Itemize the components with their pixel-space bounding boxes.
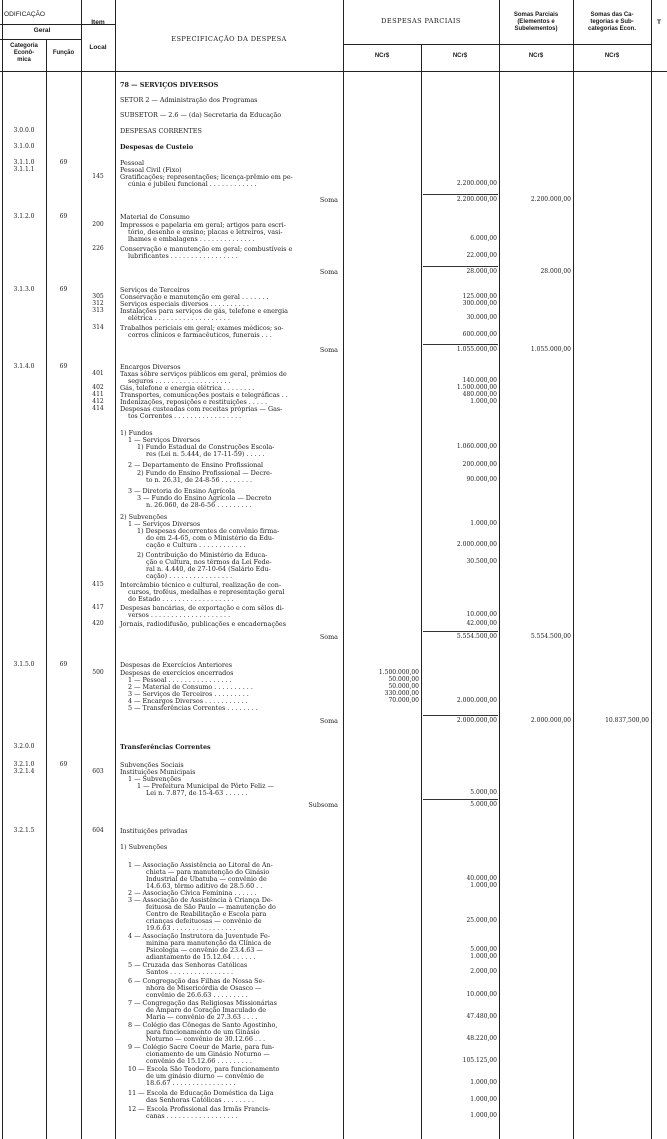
soma-rule (423, 715, 498, 716)
somas-categorias-2: tegorias e Sub- (590, 19, 634, 25)
row-description: 3 — Serviços de Terceiros . . . . . . . . . (128, 690, 249, 698)
somas-parciais-1: Somas Parciais (513, 12, 559, 18)
row-description: 1) Fundo Estadual de Construções Escola- (137, 443, 275, 451)
value-parcial-2: 10.000,00 (466, 991, 497, 998)
row-description: Lei n. 7.877, de 15-4-63 . . . . . . (146, 789, 248, 797)
row-item: 420 (92, 620, 104, 627)
row-funcao: 69 (59, 661, 68, 668)
value-soma-parcial: 5.554.500,00 (530, 633, 571, 640)
row-description: 1 — Pessoal . . . . . . . . . . . . . . . . (128, 676, 232, 684)
local-label: Local (89, 44, 107, 51)
row-description: seguros . . . . . . . . . . . . . . . . . . . (128, 377, 231, 385)
row-description: Soma (319, 268, 338, 276)
value-parcial-2: 5.000,00 (470, 801, 497, 808)
row-item: 412 (92, 398, 104, 405)
codificacao-label: ODIFICAÇÃO (4, 11, 46, 18)
row-description: Conservação e manutenção em geral; combustíveis e (120, 245, 293, 253)
row-description: 11 — Escola de Educação Doméstica da Liga (128, 1089, 274, 1097)
row-description: Soma (319, 346, 338, 354)
col-rule-left (2, 0, 3, 1139)
value-parcial-2: 600.000,00 (462, 331, 497, 338)
row-description: 5 — Cruzada das Senhoras Católicas (128, 961, 248, 969)
row-description: lubrificantes . . . . . . . . . . . . . . . . . (128, 252, 238, 260)
row-description: chieta — para manutenção do Ginásio (146, 868, 270, 876)
value-parcial-2: 40.000,00 (466, 875, 497, 882)
row-description: Encargos Diversos (120, 363, 181, 371)
row-description: 3 — Diretoria do Ensino Agrícola (128, 487, 236, 495)
value-parcial-2: 2.200.000,00 (456, 196, 497, 203)
row-description: 4 — Associação Instrutora da Juventude Fe- (128, 932, 270, 940)
row-item: 415 (92, 581, 104, 588)
row-description: 2 — Associação Cívica Feminina . . . . . . (128, 889, 257, 897)
row-description: Despesas de Exercícios Anteriores (120, 661, 233, 669)
row-description: Instituições privadas (120, 827, 188, 835)
value-soma-parcial: 2.200.000,00 (530, 196, 571, 203)
row-description: 2) Subvenções (120, 513, 168, 521)
unit-parc2: NCr$ (452, 53, 468, 59)
value-parcial-2: 2.000.000,00 (456, 717, 497, 724)
row-funcao: 69 (59, 363, 68, 370)
value-parcial-2: 1.000,00 (470, 1112, 497, 1119)
value-parcial-2: 1.000,00 (470, 398, 497, 405)
value-parcial-2: 1.000,00 (470, 1079, 497, 1086)
row-item: 145 (92, 173, 104, 180)
row-funcao: 69 (59, 286, 68, 293)
row-description: Trabalhos periciais em geral; exames médicos; so- (120, 324, 284, 332)
value-parcial-2: 28.000,00 (466, 268, 497, 275)
item-label: Item (91, 19, 105, 26)
row-description: 1) Fundos (120, 429, 153, 437)
row-code: 3.1.2.0 (13, 213, 35, 220)
value-soma-parcial: 1.055.000,00 (530, 346, 571, 353)
row-item: 402 (92, 384, 104, 391)
especificacao-label: ESPECIFICAÇÃO DA DESPESA (171, 35, 287, 43)
geral-label: Geral (33, 27, 51, 34)
row-code: 3.0.0.0 (13, 127, 35, 134)
row-description: 10 — Escola São Teodoro, para funcionamento (128, 1065, 280, 1073)
row-description: Serviços especiais diversos . . . . . . . . . . (120, 300, 249, 308)
row-description: n. 26.060, de 28-6-56 . . . . . . . . . (146, 501, 252, 509)
value-parcial-2: 125.000,00 (462, 293, 497, 300)
soma-rule (423, 344, 498, 345)
row-description: Soma (319, 196, 338, 204)
row-description: SETOR 2 — Administração dos Programas (120, 96, 258, 104)
row-description: Material de Consumo (120, 213, 190, 221)
value-parcial-1: 70.000,00 (388, 697, 419, 704)
value-parcial-2: 1.060.000,00 (456, 443, 497, 450)
soma-rule (423, 266, 498, 267)
row-description: Pessoal Civil (Fixo) (120, 166, 182, 174)
row-code: 3.2.0.0 (13, 743, 35, 750)
row-description: 1 — Serviços Diversos (128, 520, 201, 528)
row-description: Indenizações, reposições e restituições . . . . . (120, 398, 268, 406)
row-description: 1) Subvenções (120, 843, 168, 851)
row-description: to n. 26.31, de 24-8-56 . . . . . . . . (146, 476, 253, 484)
row-description: 12 — Escola Profissional das Irmãs Francis- (128, 1105, 271, 1113)
row-description: cação) . . . . . . . . . . . . . . . . (146, 572, 233, 580)
value-parcial-2: 1.500.000,00 (456, 384, 497, 391)
value-parcial-2: 5.554.500,00 (456, 633, 497, 640)
value-parcial-2: 5.000,00 (470, 789, 497, 796)
col-rule-categ (573, 0, 574, 1139)
somas-parciais-2: (Elementos e (517, 19, 555, 25)
rule-header-bottom (0, 71, 667, 72)
row-description: 1 — Serviços Diversos (128, 436, 201, 444)
value-parcial-2: 2.000,00 (470, 968, 497, 975)
value-parcial-1: 330.000,00 (384, 690, 419, 697)
value-soma-parcial: 28.000,00 (540, 268, 571, 275)
row-description: Despesas de Custeio (120, 143, 194, 151)
value-parcial-2: 42.000,00 (466, 620, 497, 627)
row-description: ção e Cultura, nos têrmos da Lei Fede- (146, 558, 272, 566)
value-parcial-2: 10.000,00 (466, 611, 497, 618)
row-item: 604 (92, 827, 104, 834)
row-item: 417 (92, 604, 104, 611)
row-description: de um ginásio diurno — convênio de (146, 1072, 264, 1080)
row-description: Subvenções Sociais (120, 761, 184, 769)
col-rule-total (651, 0, 652, 1139)
value-parcial-2: 1.000,00 (470, 882, 497, 889)
row-description: cionamento de um Ginásio Noturno — (146, 1050, 270, 1058)
row-description: canas . . . . . . . . . . . . . . . . . . (146, 1112, 238, 1120)
row-description: Despesas bancárias, de exportação e com sêlos di- (120, 604, 284, 612)
row-code: 3.2.1.4 (13, 768, 35, 775)
row-description: 2) Fundo do Ensino Profissional — Decre- (137, 469, 273, 477)
row-description: tório, desenho e ensino; placas e letreiros, vasi- (128, 228, 283, 236)
row-description: Psicologia — convênio de 23.4.63 — (146, 946, 263, 954)
soma-rule (423, 194, 498, 195)
row-description: 19.6.63 . . . . . . . . . . . . . . . . (146, 924, 236, 932)
row-description: Gratificações; representações; licença-prêmio em pe- (120, 173, 293, 181)
row-description: Intercâmbio técnico e cultural, realização de con- (120, 581, 282, 589)
row-code: 3.2.1.0 (13, 761, 35, 768)
row-description: Conservação e manutenção em geral . . . . . . . (120, 293, 269, 301)
row-description: Jornais, radiodifusão, publicações e encadernações (120, 620, 286, 628)
value-parcial-2: 2.000.000,00 (456, 697, 497, 704)
row-item: 200 (92, 221, 104, 228)
row-description: das Senhoras Católicas . . . . . . . . (146, 1096, 255, 1104)
row-description: 2 — Departamento de Ensino Profissional (128, 461, 264, 469)
row-description: 14.6.63, têrmo aditivo de 28.5.60 . . (146, 882, 263, 890)
unit-somas: NCr$ (528, 53, 544, 59)
row-description: Taxas sôbre serviços públicos em geral, prêmios de (120, 370, 287, 378)
row-description: crianças defeituosas — convênio de (146, 917, 262, 925)
row-description: 2) Contribuição do Ministério da Educa- (137, 551, 268, 559)
row-code: 3.1.1.0 (13, 159, 35, 166)
row-code: 3.2.1.5 (13, 827, 35, 834)
value-parcial-2: 48.220,00 (466, 1035, 497, 1042)
row-description: 3 — Fundo do Ensino Agrícola — Decreto (137, 494, 272, 502)
value-parcial-2: 105.125,00 (462, 1057, 497, 1064)
value-parcial-2: 1.055.000,00 (456, 346, 497, 353)
row-description: feituosa de São Paulo — manutenção do (146, 903, 276, 911)
value-parcial-2: 22.000,00 (466, 252, 497, 259)
row-description: 18.6.67 . . . . . . . . . . . . . . . . (146, 1079, 236, 1087)
value-parcial-2: 90.000,00 (466, 476, 497, 483)
row-description: do Estado . . . . . . . . . . . . . . . . . . (128, 595, 234, 603)
value-parcial-2: 200.000,00 (462, 461, 497, 468)
value-parcial-2: 30.000,00 (466, 314, 497, 321)
categoria-label-2: Econô- (13, 50, 35, 56)
row-code: 3.1.3.0 (13, 286, 35, 293)
row-funcao: 69 (59, 761, 68, 768)
row-description: Subsoma (308, 801, 338, 809)
row-item: 500 (92, 669, 104, 676)
row-item: 305 (92, 293, 104, 300)
row-description: 9 — Colégio Sacre Coeur de Marie, para fun- (128, 1043, 275, 1051)
value-parcial-1: 50.000,00 (388, 683, 419, 690)
value-parcial-2: 140.000,00 (462, 377, 497, 384)
row-description: SUBSETOR — 2.6 — (da) Secretaria da Educação (120, 111, 282, 119)
value-soma-parcial: 2.000.000,00 (530, 717, 571, 724)
row-description: 1 — Subvenções (128, 775, 182, 783)
row-description: 1 — Associação Assistência ao Litoral de An- (128, 861, 273, 869)
row-funcao: 69 (59, 213, 68, 220)
value-parcial-2: 300.000,00 (462, 300, 497, 307)
row-description: Transportes, comunicações postais e telegráficas . . (120, 391, 288, 399)
row-description: DESPESAS CORRENTES (120, 127, 202, 135)
col-rule-item (81, 0, 82, 1139)
funcao-label: Função (52, 50, 75, 56)
despesas-parciais-label: DESPESAS PARCIAIS (381, 17, 461, 25)
row-description: Industrial de Ubatuba — convênio de (146, 875, 267, 883)
row-description: adiantamento de 15.12.64 . . . . . . (146, 953, 256, 961)
row-description: Pessoal (120, 159, 145, 167)
col-rule-geral (46, 40, 47, 1139)
row-description: cúnia e jubileu funcional . . . . . . . . . . . . (128, 180, 257, 188)
row-description: Noturno — convênio de 30.12.66 . . . (146, 1035, 266, 1043)
row-code: 3.1.0.0 (13, 143, 35, 150)
row-description: Santos . . . . . . . . . . . . . . . . (146, 968, 234, 976)
value-parcial-2: 1.000,00 (470, 520, 497, 527)
row-description: 5 — Transferências Correntes . . . . . . . . (128, 704, 258, 712)
value-parcial-2: 1.000,00 (470, 953, 497, 960)
categoria-label-3: mica (17, 57, 31, 63)
value-soma-categoria: 10.837,500,00 (605, 717, 649, 724)
row-item: 414 (92, 405, 104, 412)
row-description: Transferências Correntes (120, 743, 211, 751)
row-description: Soma (319, 633, 338, 641)
row-description: Gás, telefone e energia elétrica . . . . . . . . (120, 384, 255, 392)
value-parcial-2: 30.500,00 (466, 558, 497, 565)
row-description: Instalações para serviços de gás, telefone e energia (120, 307, 288, 315)
row-item: 312 (92, 300, 104, 307)
col-rule-somas (499, 0, 500, 1139)
value-parcial-2: 25.000,00 (466, 917, 497, 924)
row-item: 603 (92, 768, 104, 775)
row-description: Maria — convênio de 27.3.63 . . . . (146, 1013, 258, 1021)
row-description: 1) Despesas decorrentes de convênio firma- (137, 527, 280, 535)
row-description: 7 — Congregação das Religiosas Missionárias (128, 999, 277, 1007)
value-parcial-1: 50.000,00 (388, 676, 419, 683)
row-description: nhora de Misericórdia de Osasco — (146, 984, 262, 992)
col-rule-parc2 (421, 44, 422, 1139)
row-description: elétrica . . . . . . . . . . . . . . . . . . . (128, 314, 230, 322)
somas-categorias-1: Somas das Ca- (590, 12, 634, 18)
row-description: Instituições Municipais (120, 768, 196, 776)
value-parcial-2: 2.000.000,00 (456, 541, 497, 548)
row-description: convênio de 15.12.66 . . . . . . . . . (146, 1057, 252, 1065)
total-label: T (657, 19, 662, 26)
value-parcial-2: 1.000,00 (470, 1096, 497, 1103)
row-code: 3.1.4.0 (13, 363, 35, 370)
row-description: ral n. 4.440, de 27-10-64 (Salário Edu- (146, 565, 271, 573)
row-description: 3 — Associação de Assistência à Criança De- (128, 896, 273, 904)
row-description: Soma (319, 717, 338, 725)
row-description: cursos, troféus, medalhas e representação geral (128, 588, 285, 596)
row-item: 313 (92, 307, 104, 314)
row-code: 3.1.5.0 (13, 661, 35, 668)
row-description: minina para manutenção da Clínica de (146, 939, 272, 947)
row-item: 314 (92, 324, 104, 331)
row-description: 78 — SERVIÇOS DIVERSOS (120, 81, 219, 89)
row-description: cação e Cultura . . . . . . . . . . . . (146, 541, 246, 549)
somas-categorias-3: categorias Econ. (587, 26, 637, 32)
value-parcial-1: 1.500.000,00 (378, 669, 419, 676)
row-description: tos Correntes . . . . . . . . . . . . . . . . . (128, 412, 242, 420)
row-description: de Amparo do Coração Imaculado de (146, 1006, 267, 1014)
row-description: Impressos e papelaria em geral; artigos para escri- (120, 221, 286, 229)
row-item: 226 (92, 245, 104, 252)
row-description: Despesas custeadas com receitas próprias — Gas- (120, 405, 283, 413)
value-parcial-2: 6.000,00 (470, 235, 497, 242)
row-code: 3.1.1.1 (13, 166, 35, 173)
row-description: versos . . . . . . . . . . . . . . . . . . . . (128, 611, 231, 619)
row-description: do em 2-4-65, com o Ministério da Edu- (146, 534, 275, 542)
somas-parciais-3: Subelementos) (514, 26, 558, 32)
row-description: lhames e embalagens . . . . . . . . . . . . . . (128, 235, 255, 243)
row-item: 401 (92, 370, 104, 377)
row-description: 6 — Congregação das Filhas de Nossa Se- (128, 977, 265, 985)
row-description: corros clínicos e farmacêuticos, funerais . . . (128, 331, 272, 339)
row-description: para funcionamento de um Ginásio (146, 1028, 260, 1036)
value-parcial-2: 480.000,00 (462, 391, 497, 398)
row-description: 4 — Encargos Diversos . . . . . . . . . . . (128, 697, 248, 705)
row-description: Centro de Reabilitação e Escola para (146, 910, 267, 918)
row-description: 8 — Colégio das Cônegas de Santo Agostinho, (128, 1021, 278, 1029)
rule-under-headings (344, 44, 651, 45)
rule-under-geral (0, 39, 81, 40)
row-description: 1 — Prefeitura Municipal de Pôrto Feliz — (137, 782, 274, 790)
row-description: 2 — Material de Consumo . . . . . . . . . . (128, 683, 253, 691)
row-description: Serviços de Terceiros (120, 286, 190, 294)
value-parcial-2: 5.000,00 (470, 946, 497, 953)
categoria-label-1: Categoria (10, 43, 38, 49)
row-description: convênio de 26.6.63 . . . . . . . . . (146, 991, 248, 999)
unit-categ: NCr$ (604, 53, 620, 59)
unit-parc1: NCr$ (374, 53, 390, 59)
value-parcial-2: 47.480,00 (466, 1013, 497, 1020)
col-rule-parc1 (343, 0, 344, 1139)
row-item: 411 (92, 391, 104, 398)
row-funcao: 69 (59, 159, 68, 166)
soma-rule (423, 799, 498, 800)
soma-rule (423, 631, 498, 632)
col-rule-spec (115, 0, 116, 1139)
row-description: Despesas de exercícios encerrados (120, 669, 234, 677)
value-parcial-2: 2.200.000,00 (456, 180, 497, 187)
row-description: res (Lei n. 5.444, de 17-11-59) . . . . . (146, 450, 265, 458)
